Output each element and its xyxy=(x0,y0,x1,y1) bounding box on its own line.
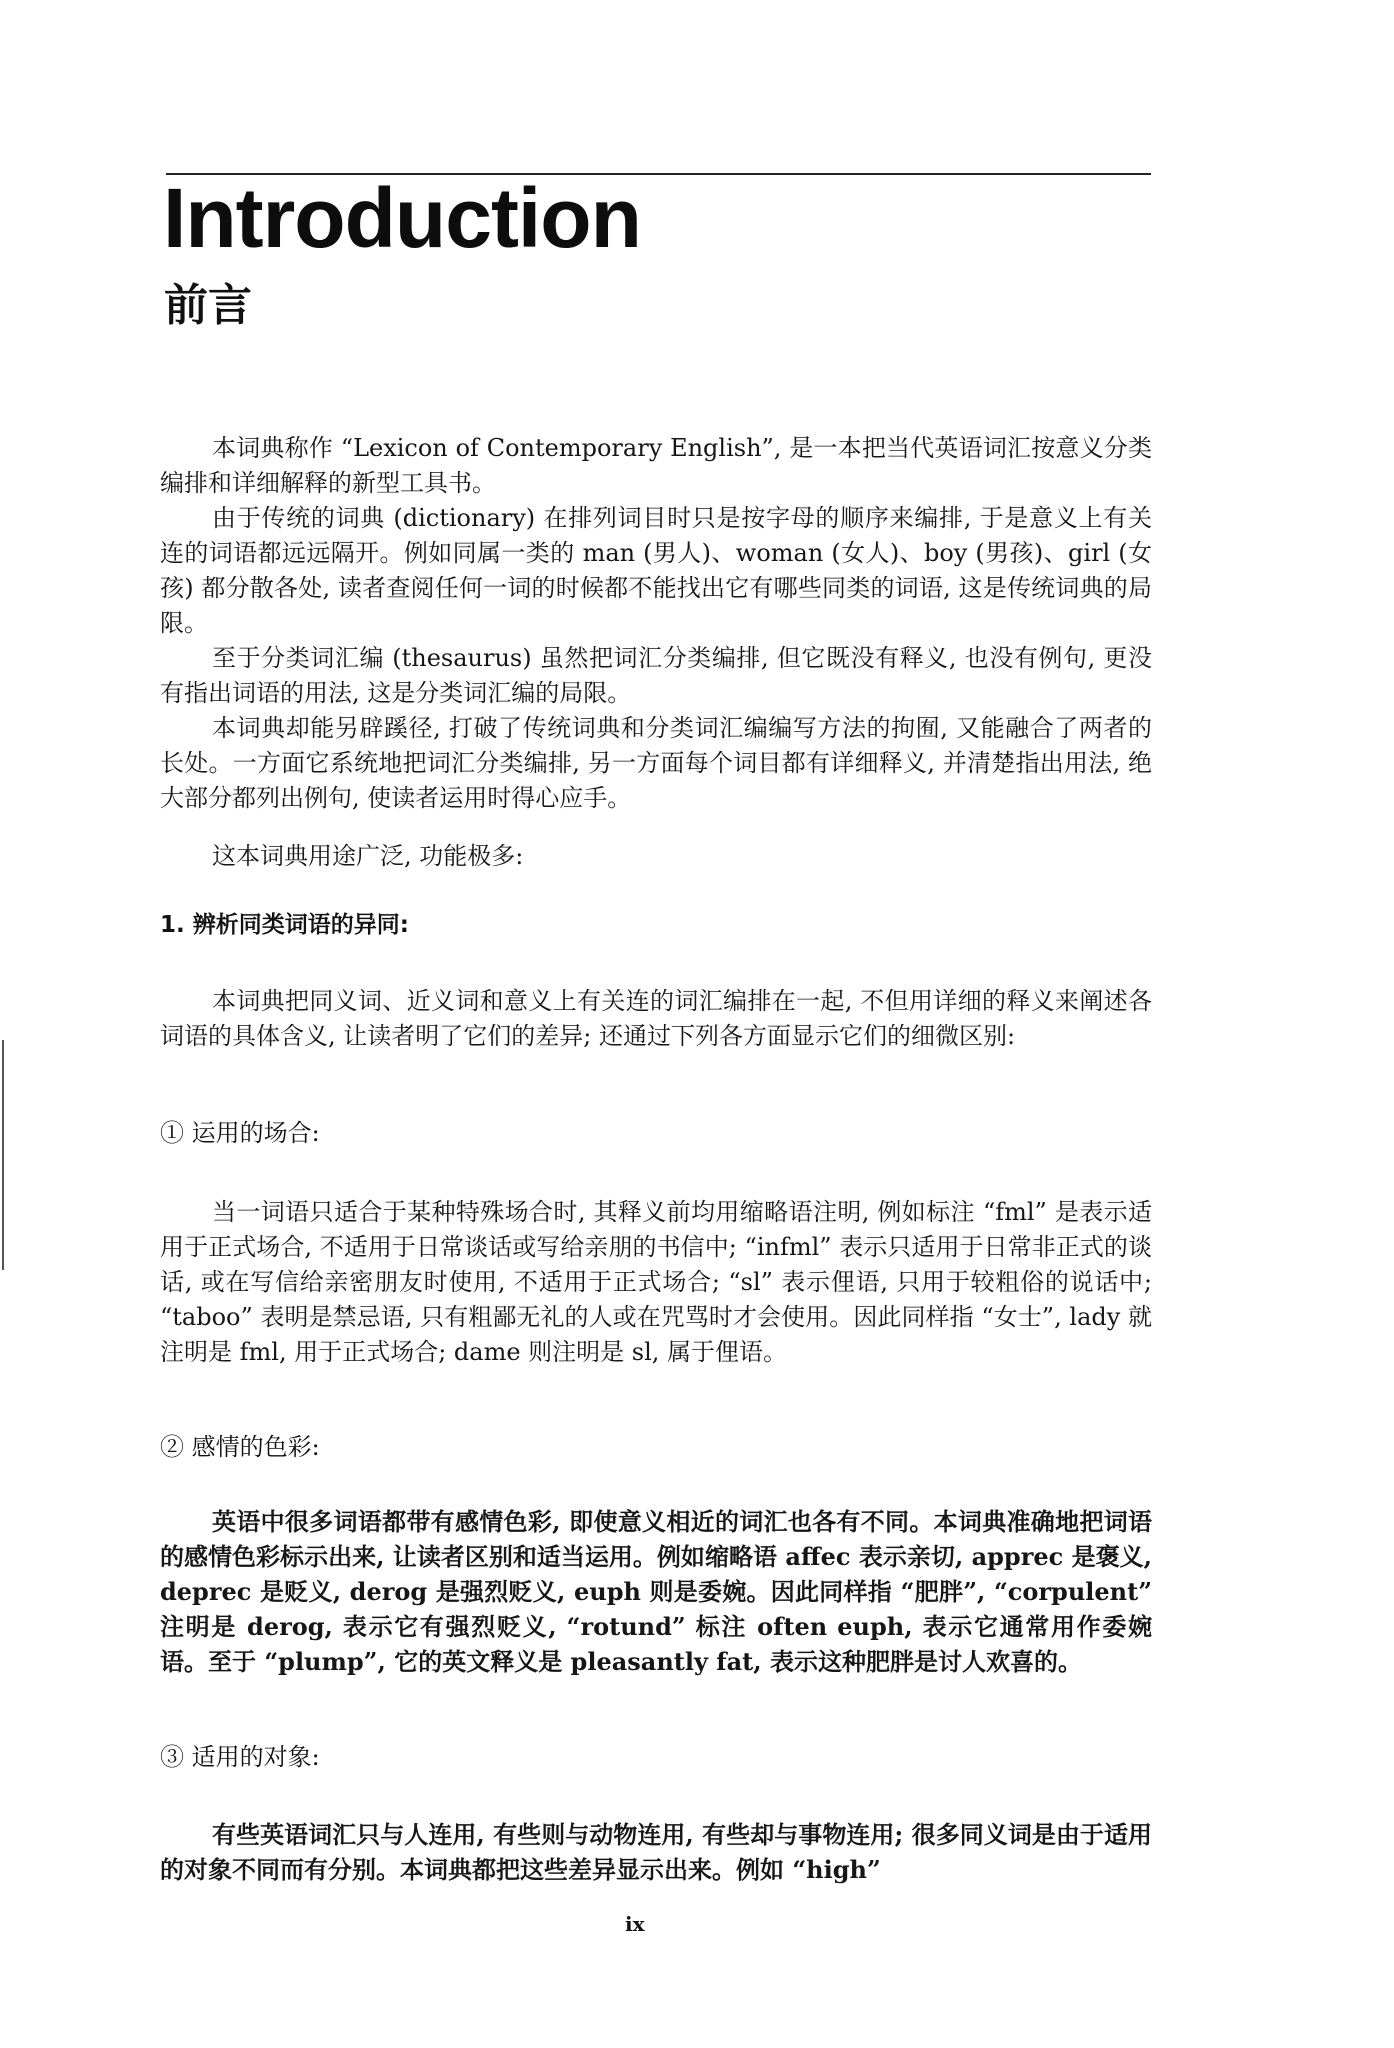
intro-paragraph-3: 至于分类词汇编 (thesaurus) 虽然把词汇分类编排, 但它既没有释义, 也没有例句, 更没有指出词语的用法, 这是分类词汇编的局限。 xyxy=(160,644,1152,707)
intro-paragraph-2: 由于传统的词典 (dictionary) 在排列词目时只是按字母的顺序来编排, 于是意义上有关连的词语都远远隔开。例如同属一类的 man (男人)、woman (女人)、boy (男孩)、girl (女孩) 都分散各处, 读者查阅任何一词的时候都不能找出它有哪些同类的词语, 这是传统词典的局限。 xyxy=(160,504,1152,637)
subsection-1-body xyxy=(160,1195,1152,1370)
subsection-3-body xyxy=(160,1817,1152,1887)
subsection-3-paragraph: 有些英语词汇只与人连用, 有些则与动物连用, 有些却与事物连用; 很多同义词是由于适用的对象不同而有分别。本词典都把这些差异显示出来。例如 “high” xyxy=(160,1820,1152,1884)
page-number: ix xyxy=(625,1912,645,1936)
subsection-1-heading: ① 运用的场合: xyxy=(160,1119,320,1147)
subsection-2-paragraph: 英语中很多词语都带有感情色彩, 即使意义相近的词汇也各有不同。本词典准确地把词语的感情色彩标示出来, 让读者区别和适当运用。例如缩略语 affec 表示亲切, apprec 是褒义, deprec 是贬义, derog 是强烈贬义, euph 则是委婉。因此同样指 “肥胖”, “corpulent” 注明是 derog, 表示它有强烈贬义, “rotund” 标注 often euph, 表示它通常用作委婉语。至于 “plump”, 它的英文释义是 pleasantly fat, 表示这种肥胖是讨人欢喜的。 xyxy=(160,1507,1152,1676)
uses-lead xyxy=(160,839,1152,874)
uses-lead-text: 这本词典用途广泛, 功能极多: xyxy=(212,842,524,870)
subsection-2-body xyxy=(160,1504,1152,1679)
intro-paragraph-1: 本词典称作 “Lexicon of Contemporary English”, 是一本把当代英语词汇按意义分类编排和详细解释的新型工具书。 xyxy=(160,434,1152,497)
title-english: Introduction xyxy=(163,171,641,265)
subsection-3-heading: ③ 适用的对象: xyxy=(160,1743,320,1771)
intro-section xyxy=(160,431,1152,816)
section-1-heading: 1. 辨析同类词语的异同: xyxy=(160,912,409,938)
section-1-paragraph: 本词典把同义词、近义词和意义上有关连的词汇编排在一起, 不但用详细的释义来阐述各词语的具体含义, 让读者明了它们的差异; 还通过下列各方面显示它们的细微区别: xyxy=(160,987,1152,1050)
subsection-1-paragraph: 当一词语只适合于某种特殊场合时, 其释义前均用缩略语注明, 例如标注 “fml” 是表示适用于正式场合, 不适用于日常谈话或写给亲朋的书信中; “infml” 表示只适用于日常非正式的谈话, 或在写信给亲密朋友时使用, 不适用于正式场合; “sl” 表示俚语, 只用于较粗俗的说话中; “taboo” 表明是禁忌语, 只有粗鄙无礼的人或在咒骂时才会使用。因此同样指 “女士”, lady 就注明是 fml, 用于正式场合; dame 则注明是 sl, 属于俚语。 xyxy=(160,1198,1152,1366)
section-1-body xyxy=(160,984,1152,1054)
title-chinese: 前言 xyxy=(164,280,252,331)
subsection-2-heading: ② 感情的色彩: xyxy=(160,1433,320,1461)
scan-edge-mark xyxy=(2,1040,4,1270)
intro-paragraph-4: 本词典却能另辟蹊径, 打破了传统词典和分类词汇编编写方法的拘囿, 又能融合了两者的长处。一方面它系统地把词汇分类编排, 另一方面每个词目都有详细释义, 并清楚指出用法, 绝大部分都列出例句, 使读者运用时得心应手。 xyxy=(160,714,1152,812)
